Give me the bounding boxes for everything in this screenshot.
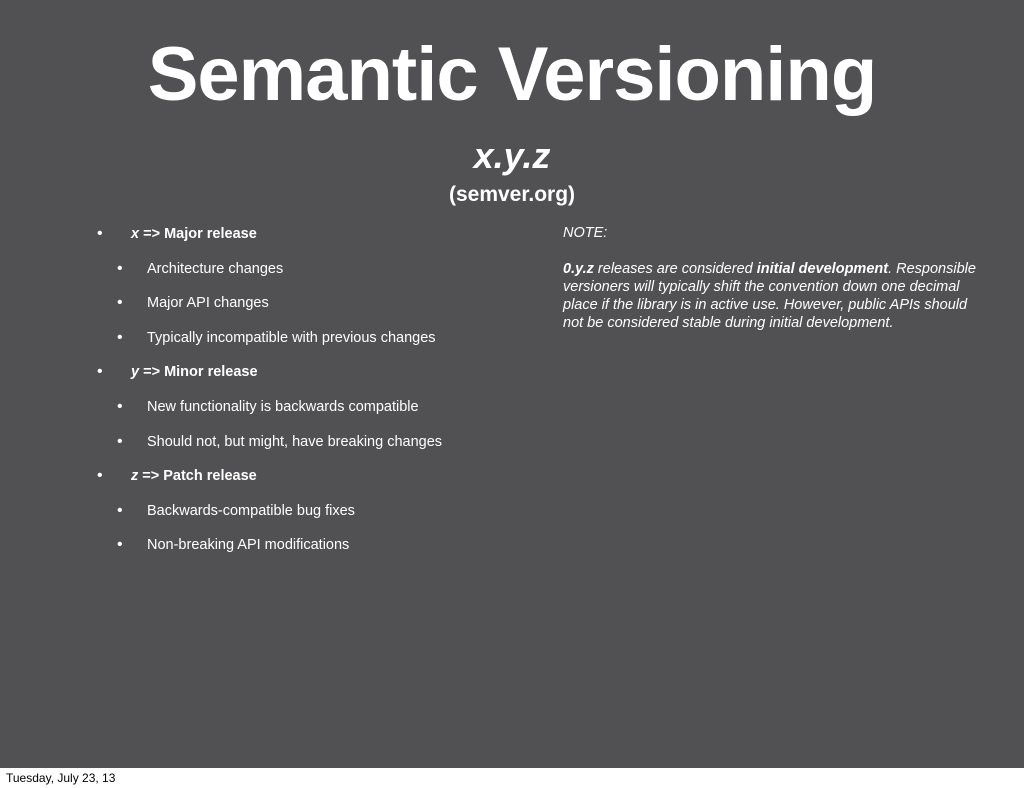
slide-title: Semantic Versioning — [147, 32, 877, 117]
footer-date: Tuesday, July 23, 13 — [6, 771, 116, 785]
bullet-text: Non-breaking API modifications — [147, 537, 350, 554]
bullet-text: z => Patch release — [131, 468, 257, 485]
source-reference: (semver.org) — [448, 183, 576, 206]
bullet-icon: • — [117, 536, 123, 554]
bullet-list — [95, 222, 525, 568]
bullet-text: x => Major release — [131, 226, 257, 242]
list-item — [95, 533, 525, 568]
note-body: 0.y.z releases are considered initial development. Responsible versioners will typically shift the convention down one decimal place if the library is in active use. However, public APIs should not be considered stable during initial development. — [563, 261, 976, 331]
bullet-text: New functionality is backwards compatible — [147, 398, 419, 415]
bullet-icon: • — [97, 363, 103, 381]
bullet-text: Typically incompatible with previous changes — [147, 329, 436, 346]
list-item — [95, 395, 525, 430]
bullet-text: Should not, but might, have breaking changes — [147, 433, 443, 450]
bullet-text: y => Minor release — [131, 364, 258, 381]
list-item — [95, 499, 525, 534]
bullet-text: Backwards-compatible bug fixes — [147, 502, 355, 519]
list-item — [95, 360, 525, 395]
bullet-icon: • — [117, 432, 123, 450]
list-item — [95, 464, 525, 499]
list-item — [95, 326, 525, 361]
bullet-icon: • — [117, 397, 123, 415]
bullet-text: Major API changes — [147, 295, 269, 312]
bullet-text: Architecture changes — [147, 260, 284, 277]
note-label: NOTE: — [563, 225, 608, 241]
note-block — [563, 224, 983, 332]
bullet-icon: • — [117, 328, 123, 346]
list-item — [95, 430, 525, 465]
slide-subtitle: x.y.z — [473, 135, 551, 176]
list-item — [95, 257, 525, 292]
list-item — [95, 291, 525, 326]
bullet-icon: • — [97, 225, 103, 242]
list-item — [95, 222, 525, 257]
bullet-icon: • — [117, 294, 123, 312]
bullet-icon: • — [97, 467, 103, 485]
bullet-icon: • — [117, 501, 123, 519]
bullet-icon: • — [117, 259, 123, 277]
